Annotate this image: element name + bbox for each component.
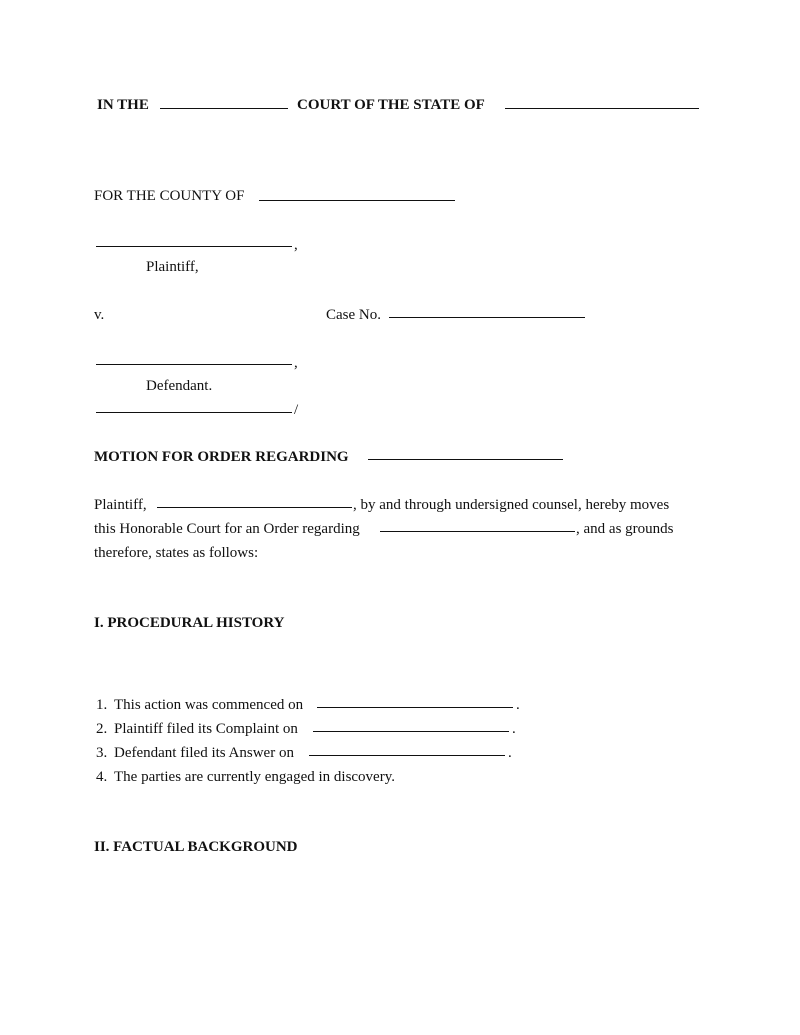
commenced-date-blank[interactable]	[317, 707, 513, 708]
county-name-blank[interactable]	[259, 200, 455, 201]
motion-p2-end: , and as grounds	[576, 521, 674, 537]
defendant-name-blank[interactable]	[96, 364, 292, 365]
history-item-2-num: 2.	[96, 721, 108, 737]
answer-date-blank[interactable]	[309, 755, 505, 756]
complaint-date-blank[interactable]	[313, 731, 509, 732]
caption-slash: /	[294, 402, 299, 418]
court-heading-state: COURT OF THE STATE OF	[297, 97, 485, 113]
versus-label: v.	[94, 307, 105, 323]
plaintiff-party-blank[interactable]	[157, 507, 352, 508]
history-item-4-num: 4.	[96, 769, 108, 785]
motion-p1-start: Plaintiff,	[94, 497, 147, 513]
motion-subject-blank[interactable]	[368, 459, 563, 460]
plaintiff-comma: ,	[294, 237, 298, 253]
history-item-3-text: Defendant filed its Answer on	[114, 745, 294, 761]
plaintiff-role: Plaintiff,	[146, 259, 199, 275]
motion-p1-mid: , by and through undersigned counsel, hereby moves	[353, 497, 670, 513]
motion-title: MOTION FOR ORDER REGARDING	[94, 449, 349, 465]
court-name-blank[interactable]	[160, 108, 288, 109]
motion-p3: therefore, states as follows:	[94, 545, 259, 561]
history-item-1-text: This action was commenced on	[114, 697, 304, 713]
history-item-1-end: .	[516, 697, 520, 713]
motion-p2-start: this Honorable Court for an Order regarding	[94, 521, 360, 537]
history-item-4-text: The parties are currently engaged in discovery.	[114, 769, 395, 785]
case-no-label: Case No.	[326, 307, 381, 323]
defendant-role: Defendant.	[146, 378, 213, 394]
defendant-comma: ,	[294, 355, 298, 371]
history-item-2-text: Plaintiff filed its Complaint on	[114, 721, 298, 737]
state-name-blank[interactable]	[505, 108, 699, 109]
history-item-3-num: 3.	[96, 745, 108, 761]
history-item-2-end: .	[512, 721, 516, 737]
plaintiff-name-blank[interactable]	[96, 246, 292, 247]
order-subject-blank[interactable]	[380, 531, 575, 532]
section-factual-background: II. FACTUAL BACKGROUND	[94, 839, 298, 855]
county-label: FOR THE COUNTY OF	[94, 188, 245, 204]
court-heading-in-the: IN THE	[97, 97, 149, 113]
case-no-blank[interactable]	[389, 317, 585, 318]
history-item-3-end: .	[508, 745, 512, 761]
caption-end-blank[interactable]	[96, 412, 292, 413]
history-item-1-num: 1.	[96, 697, 108, 713]
section-procedural-history: I. PROCEDURAL HISTORY	[94, 615, 285, 631]
